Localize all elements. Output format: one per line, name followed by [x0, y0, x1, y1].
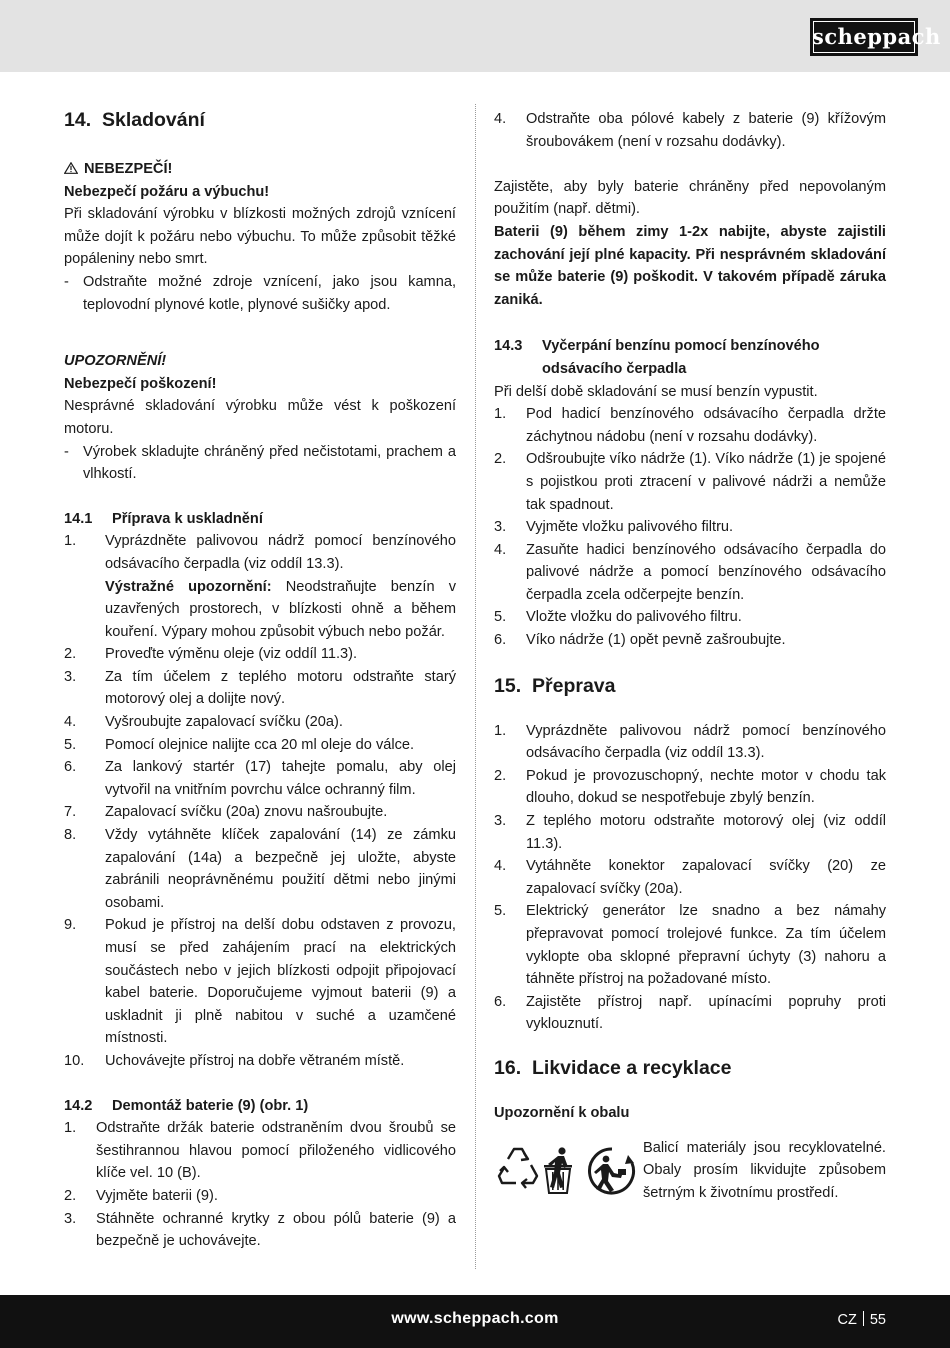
section-14-2-heading: 14.2 Demontáž baterie (9) (obr. 1): [64, 1097, 309, 1114]
list-item: 6. Za lankový startér (17) tahejte pomalu, aby olej vytvořil na vnitřním povrchu válce ochranný film.: [64, 759, 456, 798]
fuel-drain-list: [494, 403, 886, 652]
section-16-heading: 16. Likvidace a recyklace: [494, 1056, 732, 1079]
brand-logo: scheppach: [810, 18, 918, 56]
list-item: 7. Zapalovací svíčku (20a) znovu našroubujte.: [64, 804, 388, 821]
danger-subtitle: Nebezpečí požáru a výbuchu!: [64, 183, 270, 200]
list-item: 8. Vždy vytáhněte klíček zapalování (14) ze zámku zapalování (14a) a bezpečně jej uložte, abyste zabránili neoprávněnému použití dětmi nebo jinými osobami.: [64, 827, 456, 911]
list-item: 6. Víko nádrže (1) opět pevně zašroubujte.: [494, 632, 786, 649]
battery-removal-list-continued: [494, 108, 886, 153]
list-item: 4. Odstraňte oba pólové kabely z baterie (9) křížovým šroubovákem (není v rozsahu dodávky).: [494, 111, 886, 150]
list-item: 4. Vytáhněte konektor zapalovací svíčky (20) ze zapalovací svíčky (20a).: [494, 858, 886, 897]
list-item: 1. Pod hadicí benzínového odsávacího čerpadla držte záchytnou nádobu (není v rozsahu dodávky).: [494, 406, 886, 445]
caution-bullet: - Výrobek skladujte chráněný před nečistotami, prachem a vlhkostí.: [64, 443, 456, 483]
section-14-3-heading: 14.3 Vyčerpání benzínu pomocí benzínového odsávacího čerpadla: [494, 338, 820, 377]
list-item: 2. Proveďte výměnu oleje (viz oddíl 11.3).: [64, 646, 358, 663]
separator: [863, 1311, 864, 1326]
list-item: 3. Z teplého motoru odstraňte motorový olej (viz oddíl 11.3).: [494, 813, 886, 852]
website-link[interactable]: www.scheppach.com: [391, 1310, 559, 1327]
danger-label: NEBEZPEČÍ!: [64, 158, 456, 181]
battery-charge-text: Baterii (9) během zimy 1-2x nabijte, abyste zajistili zachování její plné kapacity. Při nesprávném skladování se může baterie (9) poškodit. V takovém případě záruka zaniká.: [494, 223, 886, 308]
list-item: 3. Vyjměte vložku palivového filtru.: [494, 519, 734, 536]
list-item: 2. Odšroubujte víko nádrže (1). Víko nádrže (1) je spojené s pojistkou proti ztracení v palivové nádrži a nemůže tak spadnout.: [494, 451, 886, 513]
list-item: 3. Za tím účelem z teplého motoru odstraňte starý motorový olej a dolijte nový.: [64, 668, 456, 708]
storage-prep-list: [64, 530, 456, 1072]
danger-block: [64, 158, 456, 316]
danger-bullet: - Odstraňte možné zdroje vznícení, jako jsou kamna, teplovodní plynové kotle, plynové sušičky apod.: [64, 273, 456, 313]
caution-text: Nesprávné skladování výrobku může vést k poškození motoru.: [64, 398, 456, 437]
column-divider: [475, 104, 476, 1269]
fuel-drain-intro: Při delší době skladování se musí benzín vypustit.: [494, 383, 818, 400]
list-item: 6. Zajistěte přístroj např. upínacími popruhy proti vyklouznutí.: [494, 993, 886, 1033]
page-indicator: [838, 1309, 886, 1332]
list-item: 5. Vložte vložku do palivového filtru.: [494, 609, 742, 626]
recycling-person-icon: [590, 1149, 634, 1193]
list-item: 10. Uchovávejte přístroj na dobře větraném místě.: [64, 1052, 405, 1069]
footer-bar: [0, 1295, 950, 1348]
list-item: 3. Stáhněte ochranné krytky z obou pólů baterie (9) a bezpečně je uchovávejte.: [64, 1210, 456, 1250]
language-code: CZ: [837, 1312, 857, 1328]
warning-triangle-icon: [64, 162, 78, 174]
list-item: 2. Pokud je provozuschopný, nechte motor v chodu tak dlouho, dokud se nespotřebuje zbylý benzín.: [494, 767, 886, 807]
list-item: 1. Vyprázdněte palivovou nádrž pomocí benzínového odsávacího čerpadla (viz oddíl 13.3). Výstražné upozornění: Neodstraňujte benzín v uzavřených prostorech, v blízkosti ohně a během kouření. Výpary mohou způsobit výbuch nebo požár.: [64, 533, 457, 640]
danger-text: Při skladování výrobku v blízkosti možných zdrojů vznícení může dojít k požáru nebo výbuchu. To může způsobit těžké popáleniny nebo smrt.: [64, 206, 456, 268]
recycle-icon: [499, 1149, 537, 1188]
trash-bin-icon: [544, 1147, 572, 1193]
list-item: 1. Odstraňte držák baterie odstraněním dvou šroubů se šestihrannou hlavou pomocí přiloženého vidlicového klíče vel. 10 (B).: [64, 1120, 456, 1182]
recycling-icons: [494, 1143, 638, 1199]
list-item: 4. Zasuňte hadici benzínového odsávacího čerpadla do palivové nádrže a pomocí benzínového odsávacího čerpadla zcela odčerpejte benzín.: [494, 541, 886, 603]
right-column: [494, 108, 886, 1207]
caution-block: [64, 350, 456, 486]
packaging-notice-title: Upozornění k obalu: [494, 1104, 630, 1121]
list-item: 9. Pokud je přístroj na delší dobu odstaven z provozu, musí se před zahájením prací na elektrických součástech nebo v jejich blízkosti odpojit připojovací kabel baterie. Doporučujeme vyjmout baterii (9) a uskladnit ji plně nabitou v suché a uzamčené místnosti.: [64, 917, 456, 1047]
header-bar: [0, 0, 950, 72]
list-item: 2. Vyjměte baterii (9).: [64, 1187, 218, 1204]
caution-subtitle: Nebezpečí poškození!: [64, 375, 217, 392]
page-number: 55: [869, 1312, 886, 1328]
list-item: 5. Elektrický generátor lze snadno a bez námahy přepravovat pomocí trolejové funkce. Za tím účelem vyklopte oba sklopné přepravní úchyty (3) nahoru a táhněte přístroj na požadované místo.: [494, 903, 886, 988]
battery-removal-list: [64, 1117, 456, 1253]
packaging-notice: [494, 1137, 886, 1207]
battery-protect-text: Zajistěte, aby byly baterie chráněny před nepovolaným použitím (např. dětmi).: [494, 178, 886, 218]
transport-list: [494, 720, 886, 1036]
list-item: 4. Vyšroubujte zapalovací svíčku (20a).: [64, 714, 343, 731]
section-14-heading: 14. Skladování: [64, 109, 205, 131]
list-item: 1. Vyprázdněte palivovou nádrž pomocí benzínového odsávacího čerpadla (viz oddíl 13.3).: [494, 722, 886, 762]
section-15-heading: 15. Přeprava: [494, 674, 616, 697]
caution-label: UPOZORNĚNÍ!: [64, 353, 167, 370]
list-item: 5. Pomocí olejnice nalijte cca 20 ml oleje do válce.: [64, 736, 415, 753]
section-14-1-heading: 14.1 Příprava k uskladnění: [64, 510, 263, 527]
packaging-notice-text: Balicí materiály jsou recyklovatelné. Obaly prosím likvidujte způsobem šetrným k životnímu prostředí.: [643, 1139, 886, 1201]
left-column: [64, 108, 456, 1253]
